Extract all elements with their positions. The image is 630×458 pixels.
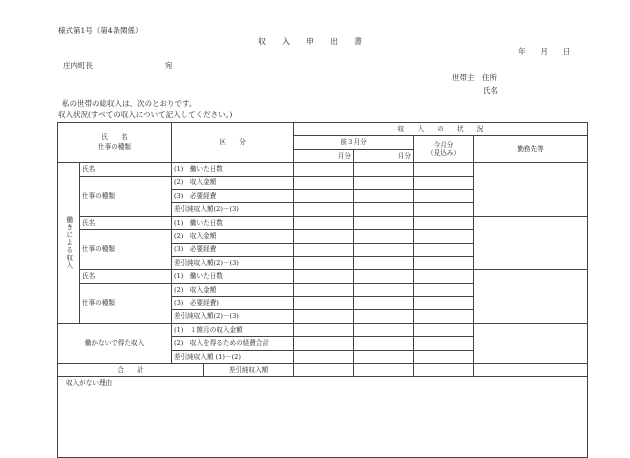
person-job-label: 仕事の種類 (80, 283, 172, 323)
document-title: 収 入 申 出 書 (258, 37, 362, 46)
cell[interactable] (294, 310, 354, 323)
income-table (57, 122, 588, 458)
nonwork-income-label: 働かないで得た収入 (58, 323, 172, 363)
row-income-amount: (2) 収入金額 (172, 230, 294, 243)
cell[interactable] (414, 163, 474, 176)
cell[interactable] (294, 189, 354, 202)
person-name-label: 氏名 (80, 216, 172, 229)
cell[interactable] (414, 230, 474, 243)
cell[interactable] (414, 189, 474, 202)
no-income-reason-label: 収入がない理由 (66, 379, 113, 388)
cell[interactable] (294, 270, 354, 283)
person-job-label: 仕事の種類 (80, 176, 172, 216)
employer-cell[interactable] (474, 270, 588, 324)
cell[interactable] (354, 337, 414, 350)
form-number: 様式第1号（第4条関係） (58, 26, 143, 35)
total-net-label: 差引純収入額 (204, 364, 294, 377)
cell[interactable] (294, 350, 354, 363)
header-employer: 勤務先等 (474, 136, 588, 163)
total-label: 合 計 (58, 364, 204, 377)
cell[interactable] (354, 230, 414, 243)
month-cell-1[interactable]: 月分 (294, 149, 354, 162)
header-this-month-label: 今月分 (433, 140, 454, 149)
cell[interactable] (294, 203, 354, 216)
cell[interactable] (294, 163, 354, 176)
cell[interactable] (354, 297, 414, 310)
cell[interactable] (414, 203, 474, 216)
cell[interactable] (354, 283, 414, 296)
cell[interactable] (294, 337, 354, 350)
header-prev-3-months: 前３月分 (294, 136, 414, 149)
cell[interactable] (414, 283, 474, 296)
row-income-amount: (2) 収入金額 (172, 176, 294, 189)
row-net-income: 差引純収入額(2)－(3) (172, 203, 294, 216)
work-income-label: 働きによる収入 (58, 163, 80, 324)
cell[interactable] (294, 243, 354, 256)
applicant-address-label: 世帯主 住所 (452, 73, 497, 82)
row-net-income: 差引純収入額(2)－(3) (172, 310, 294, 323)
row-work-days: (1) 働いた日数 (172, 216, 294, 229)
person-name-label: 氏名 (80, 163, 172, 176)
cell[interactable] (354, 350, 414, 363)
header-income-status: 収 入 の 状 況 (294, 123, 588, 136)
cell[interactable] (474, 364, 588, 377)
addressee: 庄内町長 (63, 61, 93, 70)
addressee-honorific: 宛 (165, 61, 173, 70)
cell[interactable] (354, 163, 414, 176)
cell[interactable] (294, 297, 354, 310)
no-income-reason-field[interactable] (58, 377, 588, 458)
cell[interactable] (414, 297, 474, 310)
header-name-job (58, 123, 172, 163)
cell[interactable] (294, 176, 354, 189)
employer-cell[interactable] (474, 216, 588, 270)
cell[interactable] (294, 323, 354, 336)
employer-cell[interactable] (474, 323, 588, 363)
row-expenses: (3) 必要経費 (172, 189, 294, 202)
cell[interactable] (414, 350, 474, 363)
month-cell-2[interactable]: 月分 (354, 149, 414, 162)
employer-cell[interactable] (474, 163, 588, 217)
cell[interactable] (414, 310, 474, 323)
income-status-note: 収入状況(すべての収入について記入してください。) (58, 110, 233, 119)
nonwork-row-expenses: (2) 収入を得るための経費合計 (172, 337, 294, 350)
cell[interactable] (294, 364, 354, 377)
row-net-income: 差引純収入額(2)－(3) (172, 256, 294, 269)
row-expenses: (3) 必要経費) (172, 297, 294, 310)
cell[interactable] (414, 337, 474, 350)
header-job: 仕事の種類 (98, 143, 131, 152)
cell[interactable] (294, 256, 354, 269)
header-this-month (414, 136, 474, 163)
date-field: 年 月 日 (518, 47, 571, 56)
cell[interactable] (414, 364, 474, 377)
cell[interactable] (354, 243, 414, 256)
cell[interactable] (414, 243, 474, 256)
row-work-days: (1) 働いた日数 (172, 163, 294, 176)
nonwork-row-net: 差引純収入額 (1)－(2) (172, 350, 294, 363)
row-expenses: (3) 必要経費 (172, 243, 294, 256)
cell[interactable] (414, 256, 474, 269)
cell[interactable] (354, 323, 414, 336)
cell[interactable] (354, 216, 414, 229)
cell[interactable] (354, 270, 414, 283)
row-income-amount: (2) 収入金額 (172, 283, 294, 296)
cell[interactable] (294, 230, 354, 243)
cell[interactable] (414, 176, 474, 189)
cell[interactable] (354, 176, 414, 189)
cell[interactable] (294, 283, 354, 296)
cell[interactable] (354, 256, 414, 269)
person-name-label: 氏名 (80, 270, 172, 283)
cell[interactable] (354, 189, 414, 202)
statement-text: 私の世帯の総収入は、次のとおりです。 (62, 99, 197, 108)
header-category: 区 分 (172, 123, 294, 163)
cell[interactable] (414, 216, 474, 229)
cell[interactable] (294, 216, 354, 229)
header-estimate-label: （見込み） (427, 149, 460, 158)
cell[interactable] (354, 203, 414, 216)
row-work-days: (1) 働いた日数 (172, 270, 294, 283)
person-job-label: 仕事の種類 (80, 230, 172, 270)
cell[interactable] (414, 270, 474, 283)
cell[interactable] (414, 323, 474, 336)
nonwork-row-monthly: (1) １箇月の収入金額 (172, 323, 294, 336)
applicant-name-label: 氏名 (483, 86, 498, 95)
header-name: 氏 名 (101, 133, 128, 142)
cell[interactable] (354, 310, 414, 323)
cell[interactable] (354, 364, 414, 377)
